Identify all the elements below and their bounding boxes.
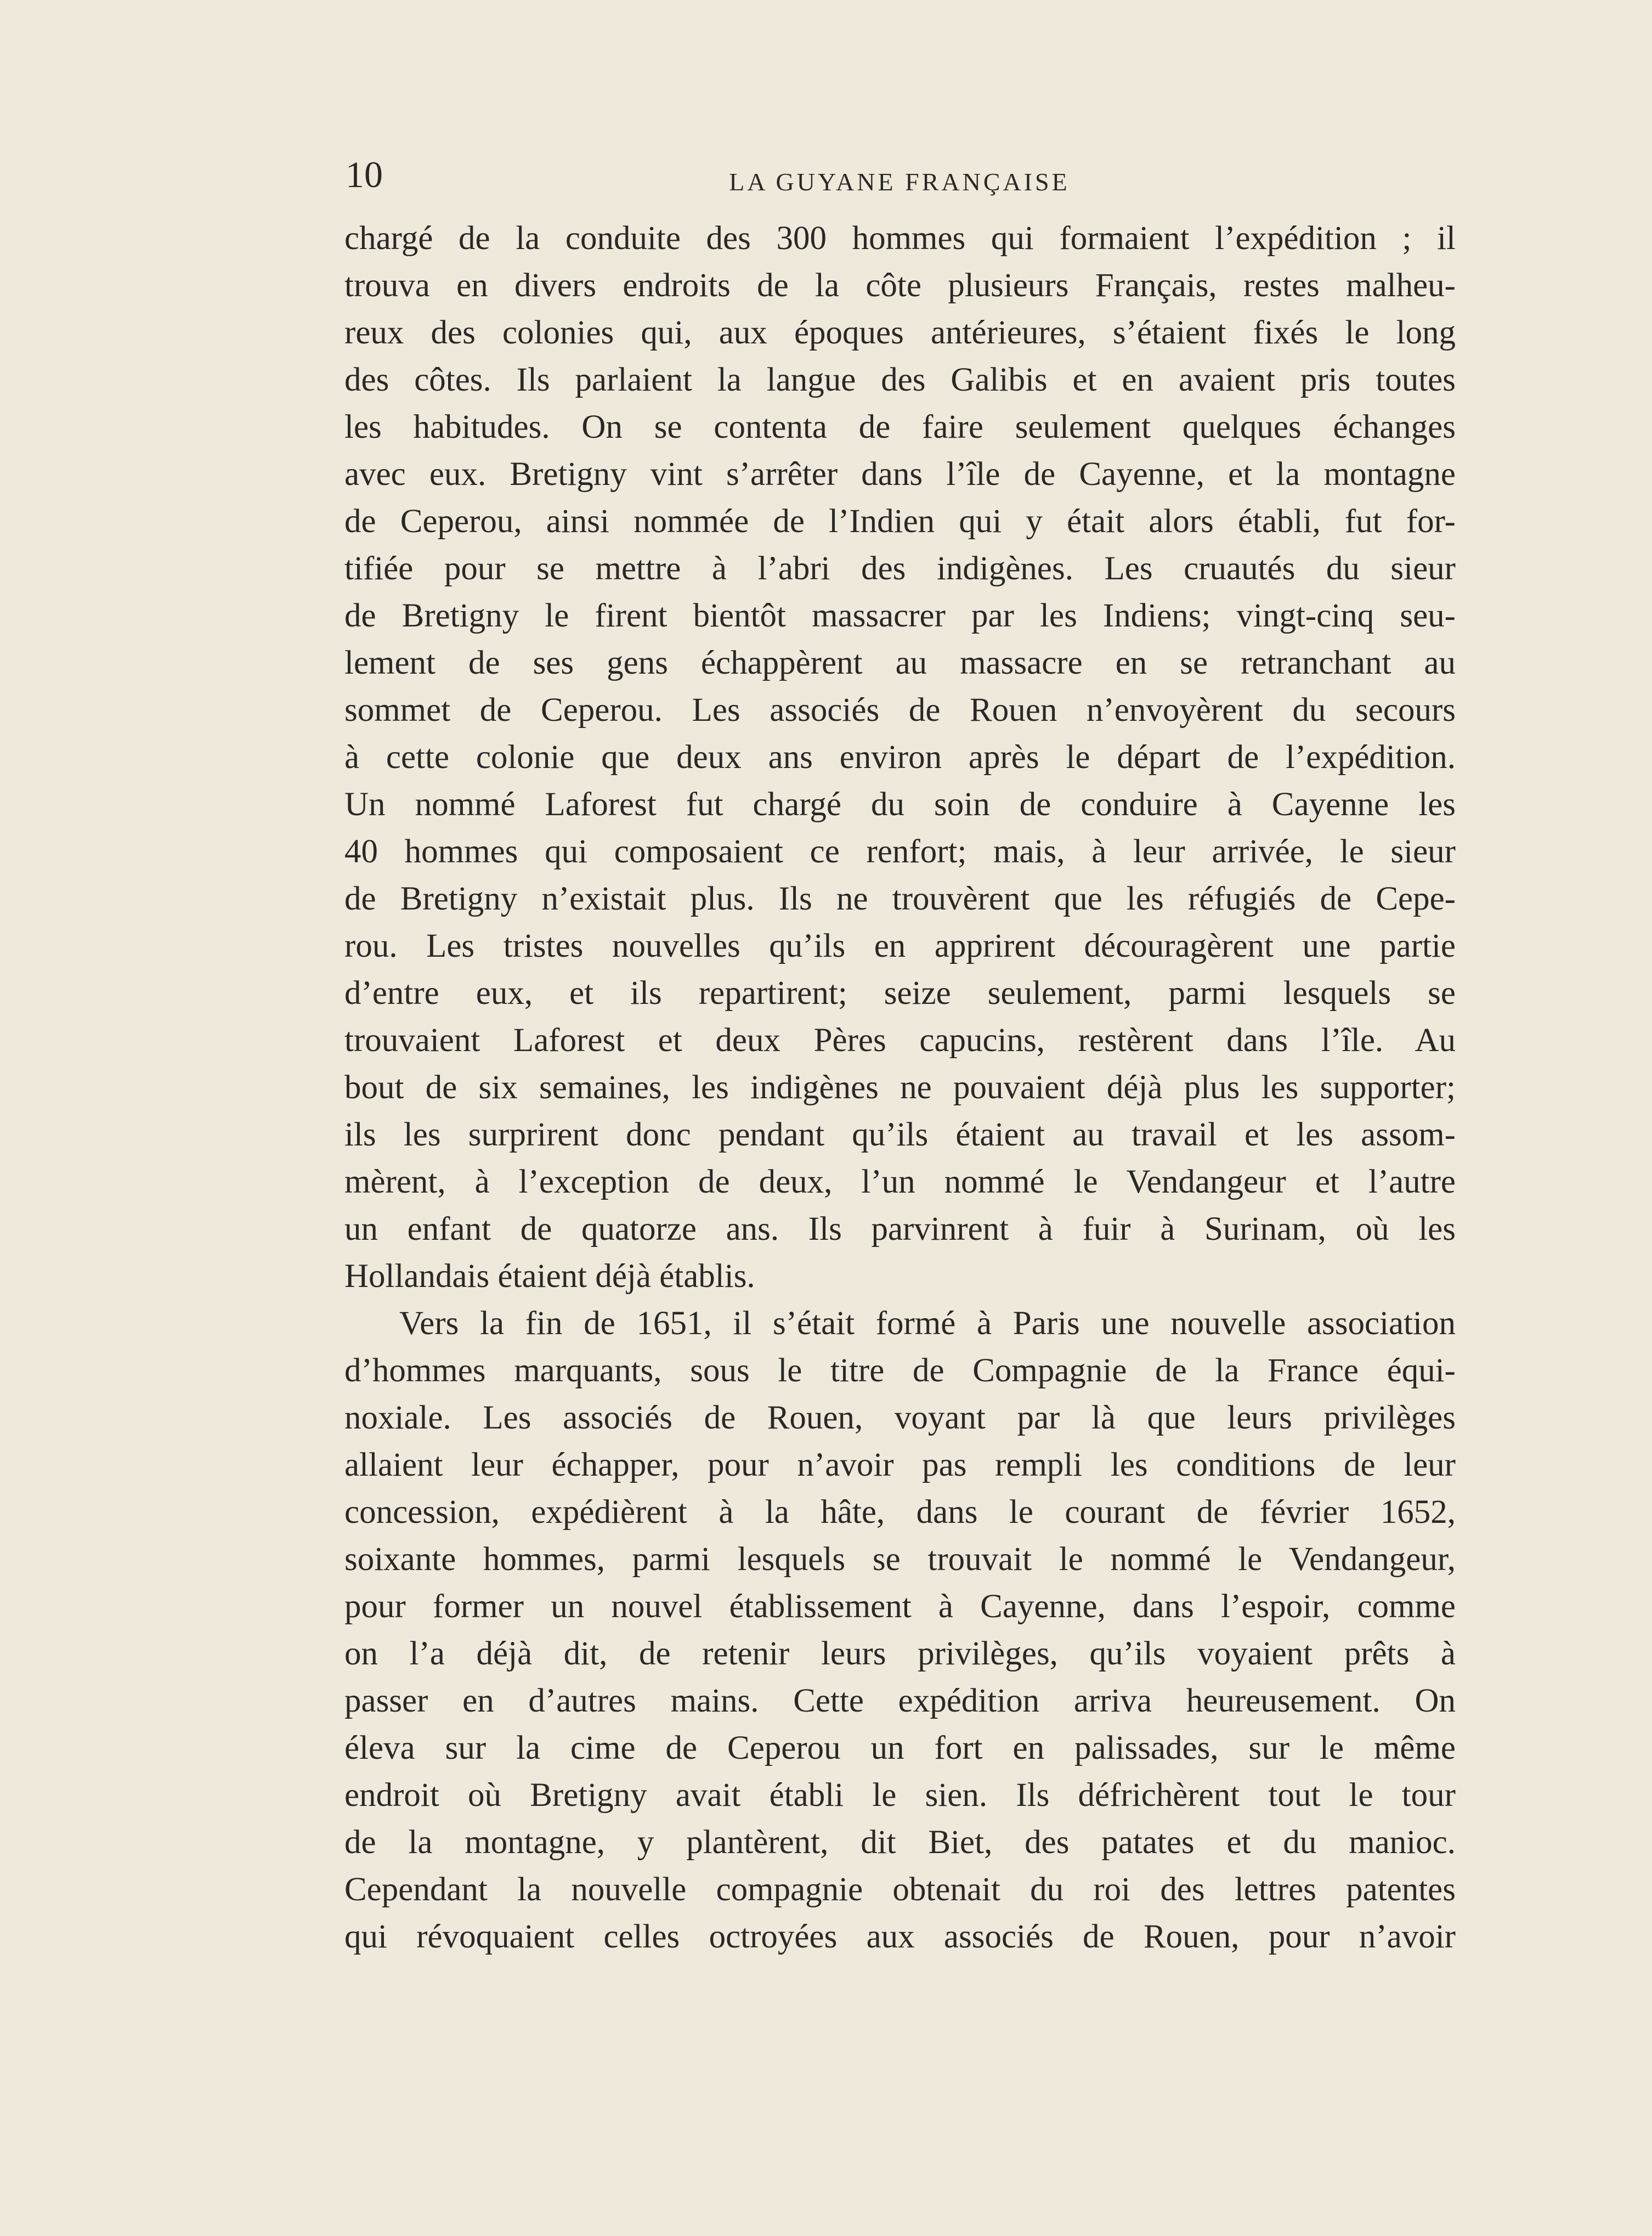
text-line: bout de six semaines, les indigènes ne pouvaient déjà plus les supporter;	[344, 1069, 1456, 1106]
text-line: d’hommes marquants, sous le titre de Compagnie de la France équi-	[344, 1352, 1456, 1389]
text-line: ils les surprirent donc pendant qu’ils étaient au travail et les assom-	[344, 1116, 1456, 1153]
text-line: rou. Les tristes nouvelles qu’ils en apprirent découragèrent une partie	[344, 928, 1456, 964]
text-line: qui révoquaient celles octroyées aux associés de Rouen, pour n’avoir	[344, 1918, 1456, 1955]
text-line: de Bretigny n’existait plus. Ils ne trouvèrent que les réfugiés de Cepe-	[344, 880, 1456, 917]
page-number: 10	[346, 154, 383, 195]
text-line: avec eux. Bretigny vint s’arrêter dans l’île de Cayenne, et la montagne	[344, 456, 1456, 493]
text-line: trouva en divers endroits de la côte plusieurs Français, restes malheu-	[344, 267, 1456, 304]
text-line: reux des colonies qui, aux époques antérieures, s’étaient fixés le long	[344, 314, 1456, 351]
text-line: de Ceperou, ainsi nommée de l’Indien qui y était alors établi, fut for-	[344, 503, 1456, 540]
running-head: LA GUYANE FRANÇAISE	[729, 168, 1070, 196]
text-line: éleva sur la cime de Ceperou un fort en palissades, sur le même	[344, 1730, 1456, 1766]
text-line: endroit où Bretigny avait établi le sien. Ils défrichèrent tout le tour	[344, 1777, 1456, 1814]
text-line: pour former un nouvel établissement à Cayenne, dans l’espoir, comme	[344, 1588, 1456, 1625]
page-header	[346, 147, 1453, 202]
text-line: passer en d’autres mains. Cette expédition arriva heureusement. On	[344, 1682, 1456, 1719]
text-line: soixante hommes, parmi lesquels se trouvait le nommé le Vendangeur,	[344, 1541, 1456, 1578]
text-line: un enfant de quatorze ans. Ils parvinrent à fuir à Surinam, où les	[344, 1211, 1456, 1247]
text-line: concession, expédièrent à la hâte, dans le courant de février 1652,	[344, 1494, 1456, 1531]
text-line: des côtes. Ils parlaient la langue des Galibis et en avaient pris toutes	[344, 362, 1456, 398]
text-line: de la montagne, y plantèrent, dit Biet, des patates et du manioc.	[344, 1824, 1456, 1861]
text-line: 40 hommes qui composaient ce renfort; mais, à leur arrivée, le sieur	[344, 833, 1456, 870]
text-line-paragraph-end: Hollandais étaient déjà établis.	[344, 1258, 755, 1295]
text-line-paragraph-start: Vers la fin de 1651, il s’était formé à Paris une nouvelle association	[399, 1305, 1456, 1342]
text-line: sommet de Ceperou. Les associés de Rouen n’envoyèrent du secours	[344, 692, 1456, 729]
text-line: tifiée pour se mettre à l’abri des indigènes. Les cruautés du sieur	[344, 550, 1456, 587]
text-line: les habitudes. On se contenta de faire seulement quelques échanges	[344, 409, 1456, 445]
text-line: allaient leur échapper, pour n’avoir pas rempli les conditions de leur	[344, 1447, 1456, 1483]
text-line: chargé de la conduite des 300 hommes qui formaient l’expédition ; il	[344, 220, 1456, 257]
text-line: on l’a déjà dit, de retenir leurs privilèges, qu’ils voyaient prêts à	[344, 1635, 1456, 1672]
text-line: trouvaient Laforest et deux Pères capucins, restèrent dans l’île. Au	[344, 1022, 1456, 1059]
text-line: à cette colonie que deux ans environ après le départ de l’expédition.	[344, 739, 1456, 776]
text-line: mèrent, à l’exception de deux, l’un nommé le Vendangeur et l’autre	[344, 1164, 1456, 1200]
text-line: de Bretigny le firent bientôt massacrer par les Indiens; vingt-cinq seu-	[344, 597, 1456, 634]
text-line: noxiale. Les associés de Rouen, voyant par là que leurs privilèges	[344, 1399, 1456, 1436]
text-line: Cependant la nouvelle compagnie obtenait du roi des lettres patentes	[344, 1871, 1456, 1908]
text-line: lement de ses gens échappèrent au massacre en se retranchant au	[344, 645, 1456, 681]
body-text	[344, 215, 1456, 1961]
text-line: Un nommé Laforest fut chargé du soin de conduire à Cayenne les	[344, 786, 1456, 823]
text-line: d’entre eux, et ils repartirent; seize seulement, parmi lesquels se	[344, 975, 1456, 1012]
